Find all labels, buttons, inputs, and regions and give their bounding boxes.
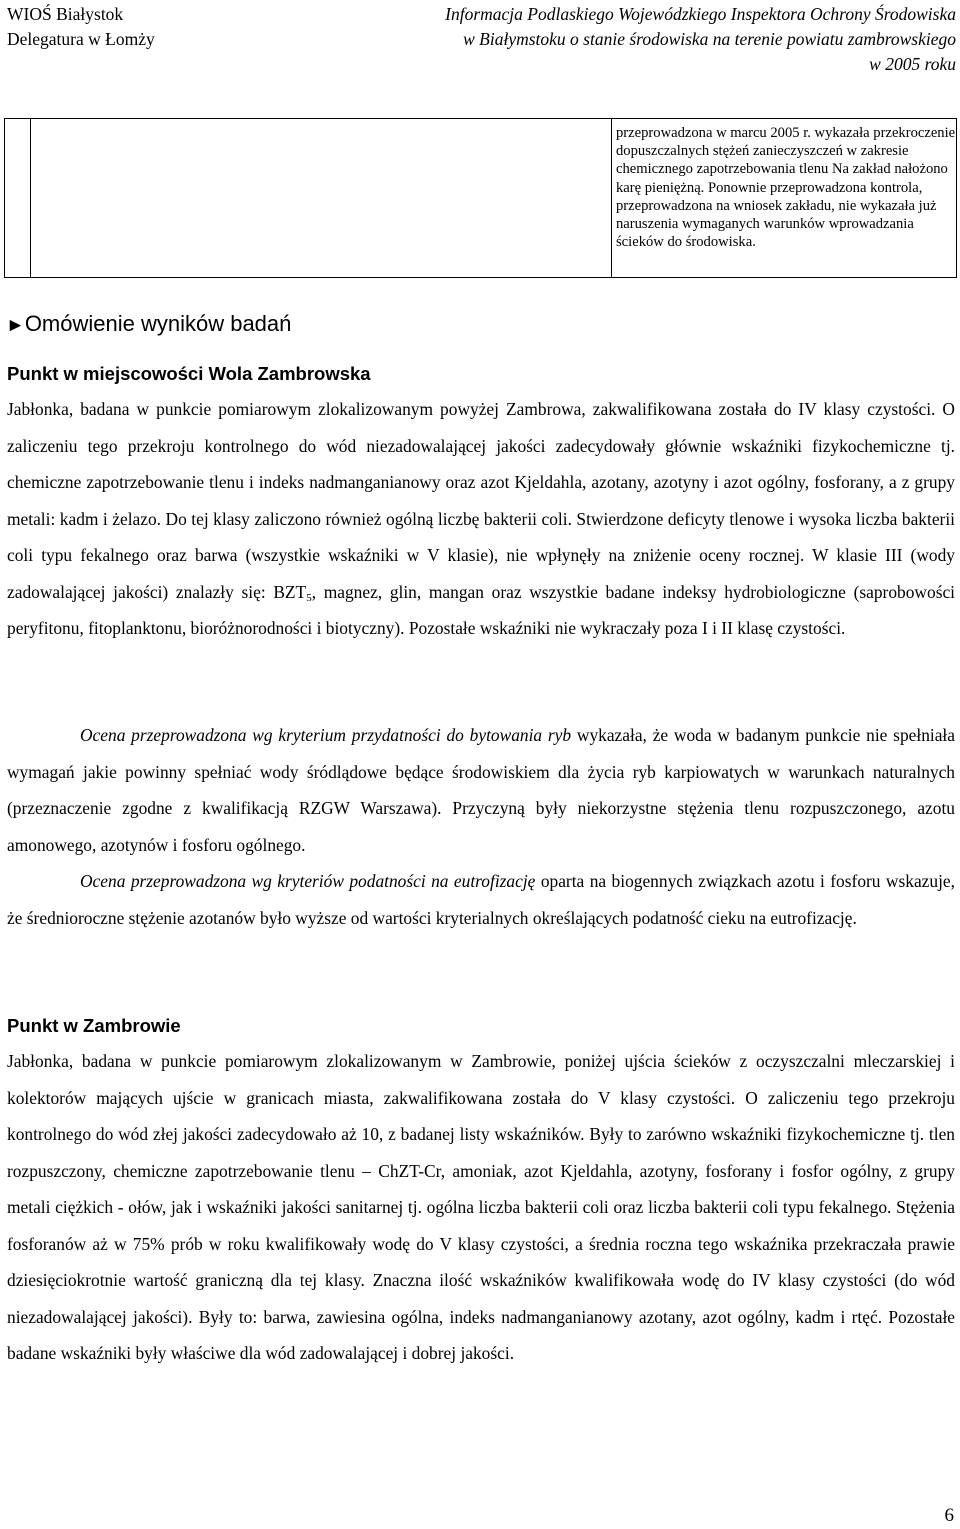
triangle-bullet-icon: ► [6,315,25,336]
section-title: Omówienie wyników badań [24,311,292,336]
header-title-line1: Informacja Podlaskiego Wojewódzkiego Inspektora Ochrony Środowiska [445,4,956,24]
header-org: WIOŚ Białystok [7,4,124,24]
continued-table [4,118,957,278]
italic-term: Ocena przeprowadzona wg kryteriów podatności na eutrofizację [80,871,536,891]
table-column-divider [30,119,31,277]
subscript: 5 [306,591,312,604]
table-cell-text: przeprowadzona w marcu 2005 r. wykazała przekroczenie dopuszczalnych stężeń zanieczyszczeń w zakresie chemicznego zapotrzebowania tlenu Na zakład nałożono karę pieniężną. Ponownie przeprowadzona kontrola, przeprowadzona na wniosek zakładu, nie wykazała już naruszenia wymaganych warunków wprowadzania ścieków do środowiska. [616,125,956,251]
paragraph-wola-classification: Jabłonka, badana w punkcie pomiarowym zlokalizowanym powyżej Zambrowa, zakwalifikowana została do IV klasy czystości. O zaliczeniu tego przekroju kontrolnego do wód niezadowalającej jakości zadecydowały głównie wskaźniki fizykochemiczne tj. chemiczne zapotrzebowanie tlenu i indeks nadmanganianowy oraz azot Kjeldahla, azotany, azotyny i azot ogólny, fosforany, a z grupy metali: kadm i żelazo. Do tej klasy zaliczono również ogólną liczbę bakterii coli. Stwierdzone deficyty tlenowe i wysoka liczba bakterii coli typu fekalnego oraz barwa (wszystkie wskaźniki w V klasie), nie wpłynęły na zniżenie oceny rocznej. W klasie III (wody zadowalającej jakości) znalazły się: $BZT_5$, magnez, glin, mangan oraz wszystkie badane indeksy hydrobiologiczne (saprobowości peryfitonu, fitoplanktonu, bioróżnorodności i biotyczny). Pozostałe wskaźniki nie wykraczały poza I i II klasę czystości. [7,399,956,638]
table-column-divider [611,119,612,277]
subheading-zambrow: Punkt w Zambrowie [7,1015,181,1036]
paragraph-zambrow-classification: Jabłonka, badana w punkcie pomiarowym zlokalizowanym w Zambrowie, poniżej ujścia ścieków z oczyszczalni mleczarskiej i kolektorów mających ujście w granicach miasta, zakwalifikowana została do V klasy czystości. O zaliczeniu tego przekroju kontrolnego do wód złej jakości zadecydowało aż 10, z badanej listy wskaźników. Były to zarówno wskaźniki fizykochemiczne tj. tlen rozpuszczony, chemiczne zapotrzebowanie tlenu – ChZT-Cr, amoniak, azot Kjeldahla, azotyny, fosforany i fosfor ogólny, z grupy metali ciężkich - ołów, jak i wskaźniki jakości sanitarnej tj. ogólna liczba bakterii coli oraz liczba bakterii coli typu fekalnego. Stężenia fosforanów aż w 75% prób w roku kwalifikowały wodę do V klasy czystości, a średnia roczna tego wskaźnika przekraczała prawie dziesięciokrotnie wartość graniczną dla tej klasy. Znaczna ilość wskaźników kwalifikowała wodę do IV klasy czystości (do wód niezadowalającej jakości). Były to: barwa, zawiesina ogólna, indeks nadmanganianowy azotany, azot ogólny, kadm i rtęć. Pozostałe badane wskaźniki były właściwe dla wód zadowalającej i dobrej jakości. [7,1051,955,1363]
section-heading [6,309,291,341]
italic-term: Ocena przeprowadzona wg kryterium przydatności do bytowania ryb [80,725,572,745]
header-title-line2: w Białymstoku o stanie środowiska na terenie powiatu zambrowskiego [463,29,956,49]
page-number: 6 [944,1505,954,1526]
subheading-wola-zambrowska: Punkt w miejscowości Wola Zambrowska [7,363,371,384]
header-left [7,2,155,52]
header-branch: Delegatura w Łomży [7,29,155,49]
paragraph-wola-fish-assessment: Ocena przeprowadzona wg kryterium przydatności do bytowania ryb wykazała, że woda w badanym punkcie nie spełniała wymagań jakie powinny spełniać wody śródlądowe będące środowiskiem dla życia ryb karpiowatych w warunkach naturalnych (przeznaczenie zgodne z kwalifikacją RZGW Warszawa). Przyczyną były niekorzystne stężenia tlenu rozpuszczonego, azotu amonowego, azotynów i fosforu ogólnego. [7,725,955,855]
header-right [256,2,956,77]
header-title-line3: w 2005 roku [869,54,956,74]
paragraph-wola-eutrophication: Ocena przeprowadzona wg kryteriów podatności na eutrofizację oparta na biogennych związkach azotu i fosforu wskazuje, że średnioroczne stężenie azotanów było wyższe od wartości kryterialnych określających podatność cieku na eutrofizację. [7,871,955,928]
